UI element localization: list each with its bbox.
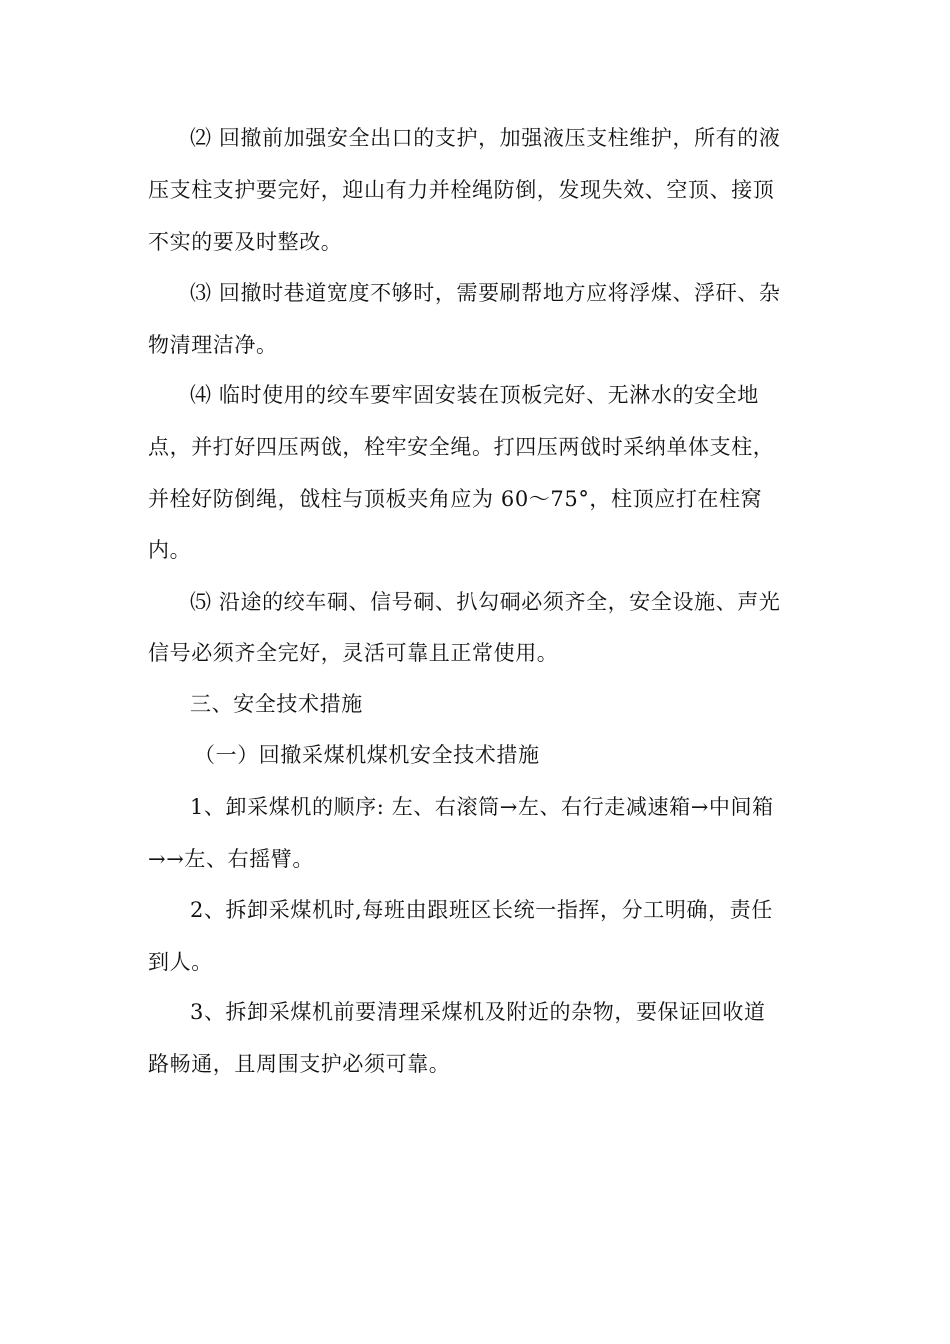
paragraph-line: 物清理洁净。 xyxy=(148,333,278,357)
paragraph-line: 3、拆卸采煤机前要清理采煤机及附近的杂物，要保证回收道 xyxy=(190,1000,766,1024)
paragraph-line: 压支柱支护要完好，迎山有力并栓绳防倒，发现失效、空顶、接顶 xyxy=(148,178,775,202)
paragraph-line: ⑶ 回撤时巷道宽度不够时，需要刷帮地方应将浮煤、浮矸、杂 xyxy=(190,281,781,305)
paragraph-line: 1、卸采煤机的顺序: 左、右滚筒→左、右行走减速箱→中间箱 xyxy=(190,795,774,819)
paragraph-line: ⑷ 临时使用的绞车要牢固安装在顶板完好、无淋水的安全地 xyxy=(190,383,759,407)
paragraph-line: 2、拆卸采煤机时,每班由跟班区长统一指挥，分工明确，责任 xyxy=(190,898,773,922)
paragraph-line: 路畅通，且周围支护必须可靠。 xyxy=(148,1052,451,1076)
section-heading: 三、安全技术措施 xyxy=(190,692,363,716)
paragraph-line: 信号必须齐全完好，灵活可靠且正常使用。 xyxy=(148,641,559,665)
paragraph-line: →→左、右摇臂。 xyxy=(148,847,314,871)
paragraph-line: ⑸ 沿途的绞车硐、信号硐、扒勾硐必须齐全，安全设施、声光 xyxy=(190,590,781,614)
paragraph-line: 不实的要及时整改。 xyxy=(148,230,343,254)
paragraph-line: ⑵ 回撤前加强安全出口的支护，加强液压支柱维护，所有的液 xyxy=(190,126,781,150)
paragraph-line: 并栓好防倒绳，戗柱与顶板夹角应为 60～75°，柱顶应打在柱窝 xyxy=(148,487,763,511)
paragraph-line: 内。 xyxy=(148,538,192,562)
subsection-heading: （一）回撤采煤机煤机安全技术措施 xyxy=(194,743,540,767)
paragraph-line: 到人。 xyxy=(148,950,213,974)
paragraph-line: 点，并打好四压两戗，栓牢安全绳。打四压两戗时采纳单体支柱， xyxy=(148,435,775,459)
